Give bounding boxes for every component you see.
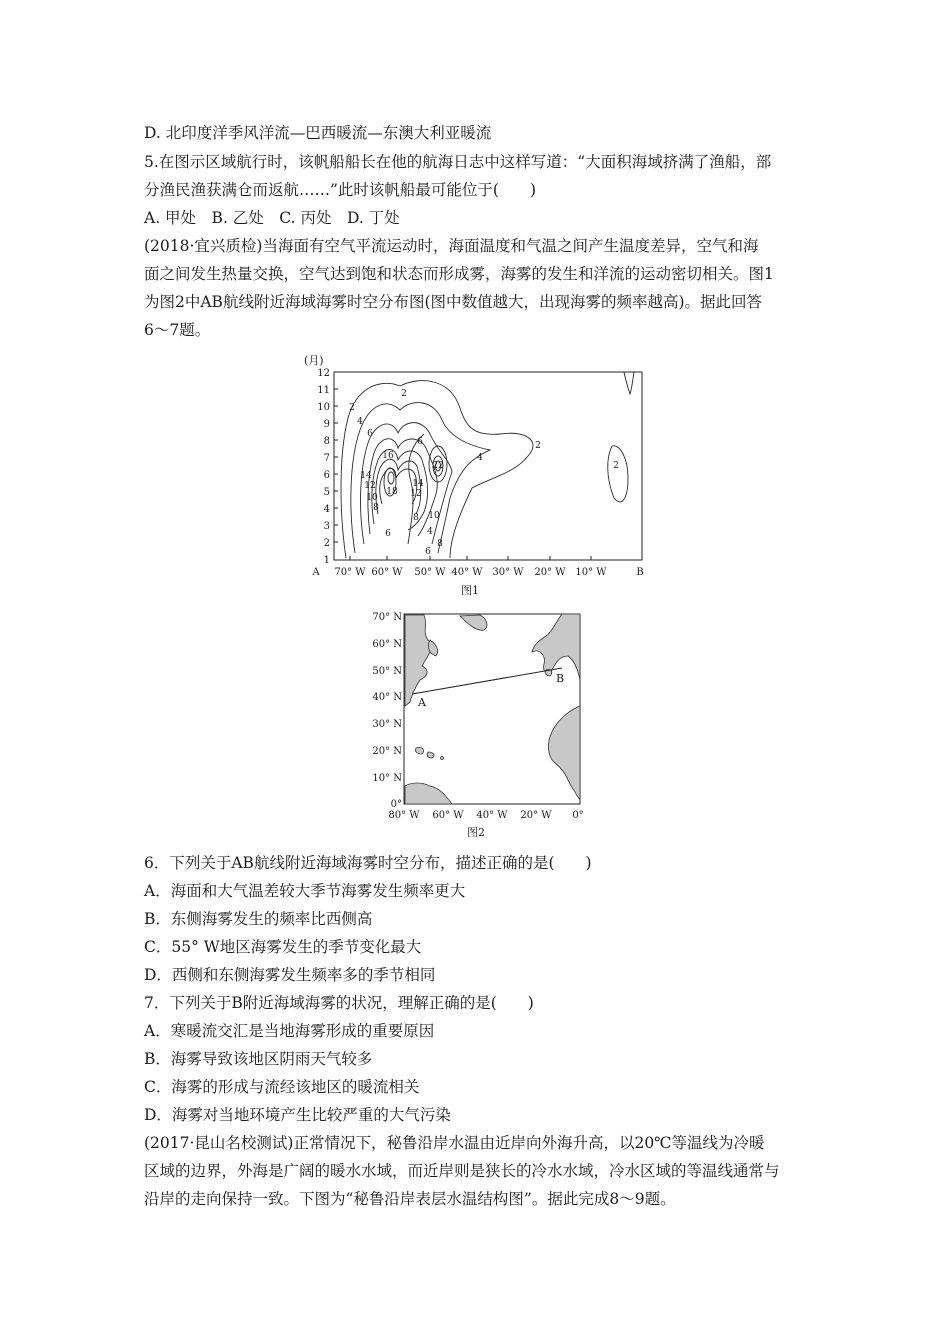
y-tick-3: 3 <box>323 521 330 532</box>
y-tick-2: 2 <box>323 538 330 549</box>
lat-tick-0: 0° <box>390 799 402 810</box>
lon-tick-60w: 60° W <box>432 810 464 821</box>
contour-label: 4 <box>477 453 483 463</box>
x-tick-70w: 70° W <box>334 567 366 578</box>
figure-1-contour-chart <box>300 348 660 598</box>
question-5-line-1: 5.在图示区域航行时，该帆船船长在他的航海日志中这样写道：“大面积海域挤满了渔船，部 <box>144 153 772 171</box>
lat-tick-40n: 40° N <box>372 692 402 703</box>
y-tick-11: 11 <box>317 385 330 396</box>
contour-18-west <box>388 472 394 484</box>
x-tick-20w: 20° W <box>534 567 566 578</box>
contour-label: 8 <box>373 503 379 513</box>
question-5-line-2: 分渔民渔获满仓而返航……”此时该帆船最可能位于( ) <box>144 181 537 199</box>
contour-label: 6 <box>367 429 373 439</box>
question-7-option-c: C．海雾的形成与流经该地区的暖流相关 <box>144 1078 420 1096</box>
contour-label: 10 <box>366 493 378 503</box>
y-tick-8: 8 <box>323 436 330 447</box>
contour-label: 6 <box>417 437 423 447</box>
contour-label: 8 <box>413 513 419 523</box>
question-7-option-b: B．海雾导致该地区阴雨天气较多 <box>144 1050 373 1068</box>
passage-1-line-1: (2018·宜兴质检)当海面有空气平流运动时，海面温度和气温之间产生温度差异，空气和海 <box>144 237 759 255</box>
end-b-label: B <box>636 567 644 578</box>
figure-2-caption: 图2 <box>467 826 485 839</box>
end-a-label: A <box>312 567 320 578</box>
contour-label: 2 <box>401 389 407 399</box>
question-7-option-a: A．寒暖流交汇是当地海雾形成的重要原因 <box>144 1022 435 1040</box>
contour-top-right <box>624 372 634 394</box>
y-tick-12: 12 <box>317 368 330 379</box>
point-b-label: B <box>556 672 565 685</box>
x-tick-50w: 50° W <box>414 567 446 578</box>
contour-label: 6 <box>385 529 391 539</box>
contour-label: 2 <box>613 461 619 471</box>
passage-2-line-1: (2017·昆山名校测试)正常情况下，秘鲁沿岸水温由近岸向外海升高，以20℃等温线为冷暖 <box>144 1134 765 1152</box>
x-tick-60w: 60° W <box>371 567 403 578</box>
y-tick-9: 9 <box>323 419 330 430</box>
y-tick-7: 7 <box>323 453 330 464</box>
lon-tick-40w: 40° W <box>476 810 508 821</box>
x-tick-40w: 40° W <box>451 567 483 578</box>
contour-label: 6 <box>425 547 431 557</box>
lat-tick-70n: 70° N <box>372 612 402 623</box>
question-7-stem: 7．下列关于B附近海域海雾的状况，理解正确的是( ) <box>144 994 534 1012</box>
point-a-label: A <box>418 696 426 709</box>
contour-label: 14 <box>412 479 424 489</box>
y-tick-1: 1 <box>323 555 330 566</box>
passage-1-line-3: 为图2中AB航线附近海域海雾时空分布图(图中数值越大，出现海雾的频率越高)。据此回答 <box>144 293 763 311</box>
lat-tick-10n: 10° N <box>372 773 402 784</box>
y-tick-5: 5 <box>323 487 330 498</box>
figure-2-map <box>356 610 596 840</box>
lon-tick-0: 0° <box>572 810 584 821</box>
lon-tick-80w: 80° W <box>388 810 420 821</box>
passage-1-line-4: 6～7题。 <box>144 321 211 339</box>
question-6-option-a: A．海面和大气温差较大季节海雾发生频率更大 <box>144 882 466 900</box>
y-tick-6: 6 <box>323 470 330 481</box>
lat-tick-60n: 60° N <box>372 639 402 650</box>
y-tick-10: 10 <box>317 402 330 413</box>
question-6-option-d: D．西侧和东侧海雾发生频率多的季节相同 <box>144 966 436 984</box>
passage-1-line-2: 面之间发生热量交换，空气达到饱和状态而形成雾，海雾的发生和洋流的运动密切相关。图1 <box>144 265 774 283</box>
option-d-q4: D. 北印度洋季风洋流—巴西暖流—东澳大利亚暖流 <box>144 124 492 142</box>
lat-tick-30n: 30° N <box>372 719 402 730</box>
contour-2-east-closed <box>608 446 628 502</box>
contour-label: 4 <box>357 417 363 427</box>
question-5-options: A. 甲处 B. 乙处 C. 丙处 D. 丁处 <box>144 209 400 227</box>
lon-tick-20w: 20° W <box>520 810 552 821</box>
contour-label: 12 <box>364 481 376 491</box>
passage-2-line-2: 区域的边界，外海是广阔的暖水水域，而近岸则是狭长的冷水水域，冷水区域的等温线通常与 <box>144 1162 780 1180</box>
contour-label: 22 <box>432 461 444 471</box>
figure-1-caption: 图1 <box>461 584 479 597</box>
question-7-option-d: D．海雾对当地环境产生比较严重的大气污染 <box>144 1106 451 1124</box>
contour-label: 2 <box>535 441 541 451</box>
contour-label: 14 <box>360 471 372 481</box>
lat-tick-20n: 20° N <box>372 746 402 757</box>
unit-label: (月) <box>304 354 324 367</box>
caribbean-island <box>441 757 444 760</box>
contour-label: 16 <box>382 451 394 461</box>
contour-label: 18 <box>386 487 398 497</box>
question-6-option-b: B．东侧海雾发生的频率比西侧高 <box>144 910 373 928</box>
contour-label: 10 <box>428 511 440 521</box>
contour-label: 2 <box>349 403 355 413</box>
x-tick-30w: 30° W <box>492 567 524 578</box>
question-6-option-c: C．55° W地区海雾发生的季节变化最大 <box>144 938 422 956</box>
y-tick-4: 4 <box>323 504 330 515</box>
passage-2-line-3: 沿岸的走向保持一致。下图为“秘鲁沿岸表层水温结构图”。据此完成8～9题。 <box>144 1190 676 1208</box>
lat-tick-50n: 50° N <box>372 666 402 677</box>
hispaniola-landmass <box>427 752 434 758</box>
contour-label: 12 <box>410 489 422 499</box>
question-6-stem: 6．下列关于AB航线附近海域海雾时空分布，描述正确的是( ) <box>144 854 592 872</box>
x-tick-10w: 10° W <box>575 567 607 578</box>
contour-label: 4 <box>427 527 433 537</box>
plot-frame <box>334 372 642 560</box>
contour-label: 8 <box>437 539 443 549</box>
